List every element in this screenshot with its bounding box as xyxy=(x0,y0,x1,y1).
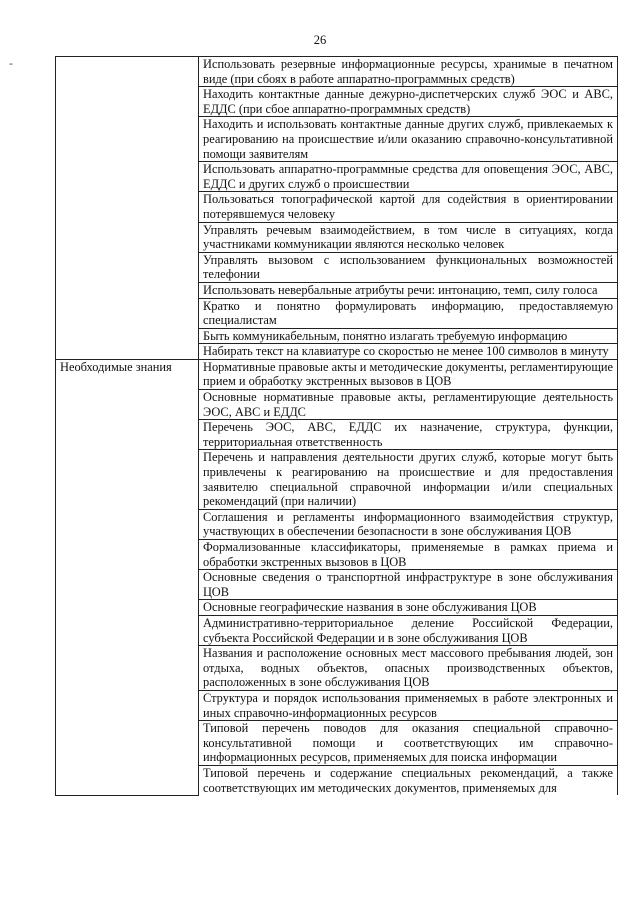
skill-item: Пользоваться топографической картой для содействия в ориентировании потерявшемуся человеку xyxy=(199,192,618,222)
knowledge-item: Структура и порядок использования применяемых в работе электронных и иных справочно-информационных ресурсов xyxy=(199,690,618,720)
knowledge-item: Соглашения и регламенты информационного взаимодействия структур, участвующих в обеспечении безопасности в зоне обслуживания ЦОВ xyxy=(199,509,618,539)
knowledge-item: Административно-территориальное деление Российской Федерации, субъекта Российской Федерации и в зоне обслуживания ЦОВ xyxy=(199,615,618,645)
skills-label xyxy=(56,57,199,360)
knowledge-item: Названия и расположение основных мест массового пребывания людей, зон отдыха, водных объектов, опасных производственных объектов, расположенных в зоне обслуживания ЦОВ xyxy=(199,646,618,691)
skill-item: Управлять речевым взаимодействием, в том числе в ситуациях, когда участниками коммуникации являются несколько человек xyxy=(199,222,618,252)
skill-item: Использовать невербальные атрибуты речи: интонацию, темп, силу голоса xyxy=(199,282,618,298)
skill-item: Находить и использовать контактные данные других служб, привлекаемых к реагированию на происшествие и/или оказанию справочно-консультативной помощи заявителям xyxy=(199,117,618,162)
table-row xyxy=(56,57,618,87)
knowledge-item: Основные нормативные правовые акты, регламентирующие деятельность ЭОС, АВС и ЕДДС xyxy=(199,390,618,420)
knowledge-item: Перечень ЭОС, АВС, ЕДДС их назначение, структура, функции, территориальная ответственность xyxy=(199,420,618,450)
knowledge-label: Необходимые знания xyxy=(56,359,199,795)
requirements-table xyxy=(55,56,618,796)
skill-item: Управлять вызовом с использованием функциональных возможностей телефонии xyxy=(199,252,618,282)
knowledge-item: Типовой перечень поводов для оказания специальной справочно-консультативной помощи и соответствующих им справочно-информационных ресурсов, применяемых для поиска информации xyxy=(199,721,618,766)
skill-item: Находить контактные данные дежурно-диспетчерских служб ЭОС и АВС, ЕДДС (при сбое аппаратно-программных средств) xyxy=(199,87,618,117)
page-number: 26 xyxy=(313,33,327,47)
skill-item: Набирать текст на клавиатуре со скоростью не менее 100 символов в минуту xyxy=(199,344,618,360)
skill-item: Кратко и понятно формулировать информацию, предоставляемую специалистам xyxy=(199,298,618,328)
table-row xyxy=(56,359,618,389)
knowledge-item: Нормативные правовые акты и методические документы, регламентирующие прием и обработку экстренных вызовов в ЦОВ xyxy=(199,359,618,389)
knowledge-item: Типовой перечень и содержание специальных рекомендаций, а также соответствующих им методических документов, применяемых для xyxy=(199,765,618,795)
knowledge-item: Перечень и направления деятельности других служб, которые могут быть привлечены к реагированию на происшествие и для предоставления заявителю специальной справочной информации и/или специальных рекомендаций (при наличии) xyxy=(199,450,618,509)
margin-mark: - xyxy=(9,56,13,70)
knowledge-item: Формализованные классификаторы, применяемые в рамках приема и обработки экстренных вызовов в ЦОВ xyxy=(199,540,618,570)
knowledge-item: Основные географические названия в зоне обслуживания ЦОВ xyxy=(199,600,618,616)
skill-item: Использовать резервные информационные ресурсы, хранимые в печатном виде (при сбоях в работе аппаратно-программных средств) xyxy=(199,57,618,87)
skill-item: Быть коммуникабельным, понятно излагать требуемую информацию xyxy=(199,328,618,344)
skill-item: Использовать аппаратно-программные средства для оповещения ЭОС, АВС, ЕДДС и других служб о происшествии xyxy=(199,162,618,192)
knowledge-item: Основные сведения о транспортной инфраструктуре в зоне обслуживания ЦОВ xyxy=(199,570,618,600)
